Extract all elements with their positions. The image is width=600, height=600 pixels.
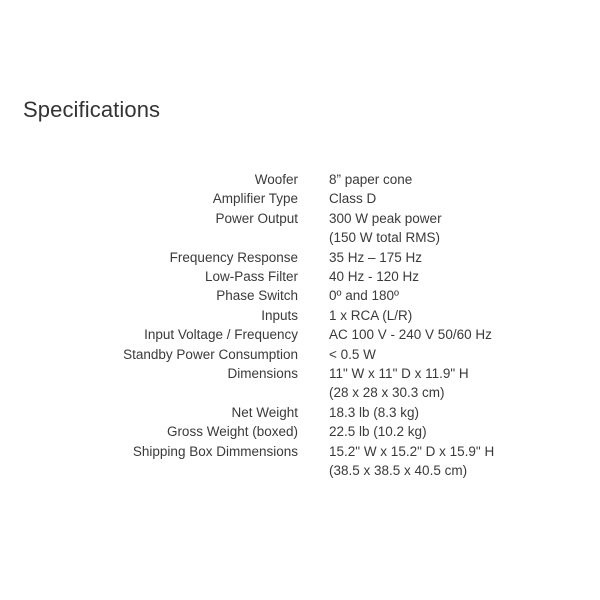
spec-row bbox=[0, 286, 600, 305]
spec-value: < 0.5 W bbox=[329, 346, 376, 362]
spec-label: Inputs bbox=[261, 307, 298, 323]
spec-row bbox=[0, 306, 600, 325]
spec-label: Phase Switch bbox=[216, 288, 298, 304]
spec-row bbox=[0, 267, 600, 286]
spec-value: Class D bbox=[329, 191, 377, 207]
spec-row bbox=[0, 228, 600, 247]
spec-label: Gross Weight (boxed) bbox=[166, 424, 298, 440]
spec-label: Standby Power Consumption bbox=[123, 346, 298, 362]
spec-row bbox=[0, 422, 600, 441]
spec-label bbox=[0, 461, 298, 480]
page-title: Specifications bbox=[23, 97, 161, 122]
spec-value: 15.2" W x 15.2" D x 15.9" H bbox=[329, 443, 495, 459]
spec-label: Frequency Response bbox=[169, 249, 298, 265]
spec-row bbox=[0, 442, 600, 461]
spec-label: Input Voltage / Frequency bbox=[144, 327, 298, 343]
spec-value: 22.5 lb (10.2 kg) bbox=[329, 424, 427, 440]
spec-row bbox=[0, 189, 600, 208]
spec-label: Dimensions bbox=[227, 366, 298, 382]
spec-label: Amplifier Type bbox=[212, 191, 298, 207]
spec-value: 0º and 180º bbox=[329, 288, 399, 304]
spec-value: (38.5 x 38.5 x 40.5 cm) bbox=[329, 463, 468, 479]
spec-value: 35 Hz – 175 Hz bbox=[329, 249, 423, 265]
spec-value: (150 W total RMS) bbox=[329, 230, 441, 246]
spec-row bbox=[0, 170, 600, 189]
spec-label bbox=[0, 383, 298, 402]
spec-row bbox=[0, 345, 600, 364]
spec-label: Low-Pass Filter bbox=[204, 269, 298, 285]
spec-label: Shipping Box Dimmensions bbox=[132, 443, 298, 459]
spec-value: 8” paper cone bbox=[329, 172, 413, 187]
spec-value: (28 x 28 x 30.3 cm) bbox=[329, 385, 445, 401]
spec-label: Net Weight bbox=[231, 404, 298, 420]
spec-label: Woofer bbox=[254, 172, 298, 187]
spec-table bbox=[0, 170, 600, 481]
spec-row bbox=[0, 325, 600, 344]
spec-label bbox=[0, 228, 298, 247]
spec-value: 11" W x 11" D x 11.9" H bbox=[329, 366, 469, 382]
spec-row bbox=[0, 461, 600, 480]
spec-value: 1 x RCA (L/R) bbox=[329, 307, 413, 323]
spec-row bbox=[0, 403, 600, 422]
spec-row bbox=[0, 209, 600, 228]
spec-row bbox=[0, 248, 600, 267]
spec-label: Power Output bbox=[215, 210, 298, 226]
spec-value: 40 Hz - 120 Hz bbox=[329, 269, 420, 285]
spec-row bbox=[0, 383, 600, 402]
spec-value: 18.3 lb (8.3 kg) bbox=[329, 404, 420, 420]
spec-value: 300 W peak power bbox=[329, 210, 442, 226]
spec-value: AC 100 V - 240 V 50/60 Hz bbox=[329, 327, 492, 343]
spec-row bbox=[0, 364, 600, 383]
